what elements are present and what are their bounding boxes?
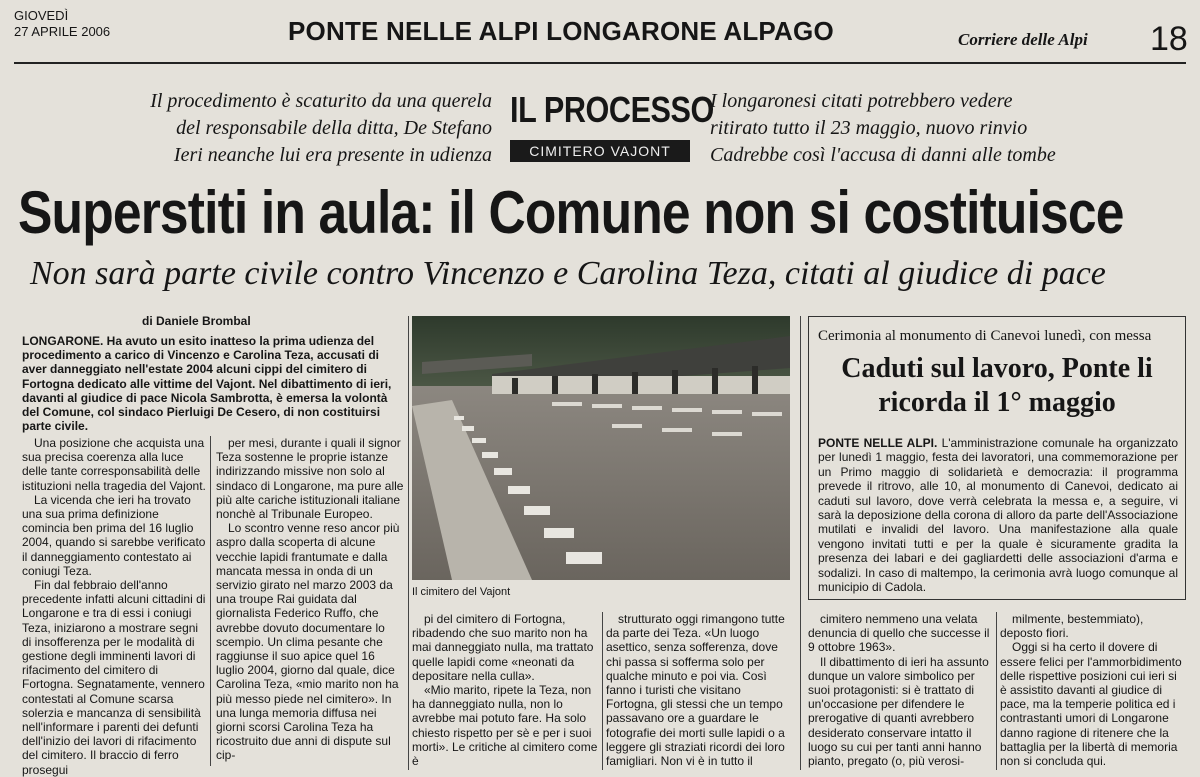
box-text: L'amministrazione comunale ha organizzato per lunedì 1 maggio, festa dei lavoratori, una commemorazione per un Primo maggio di solidarietà e democrazia: il programma prevede il ritrovo, alle 10, al monumento di Canevoi, dedicato ai caduti sul lavoro, dove verrà celebrata la messa e, a seguire, vi sarà la deposizione della corona di alloro da parte dell'Associazione mutilati e invalidi del lavoro. Una manifestazione alla quale vengono invitati tutti e per la quale è sicuramente gradita la presenza dei labari e dei gagliardetti delle associazioni d'arma e sodalizi. In caso di maltempo, la cerimonia avrà luogo comunque al municipio di Cadola.: [818, 436, 1178, 595]
cemetery-photo-illustration: [412, 316, 790, 580]
paragraph: Lo scontro venne reso ancor più aspro dalla scoperta di alcune vecchie lapidi frantumate e dalla mancata messa in onda di un servizio girato nel marzo 2003 da una troupe Rai guidata dal giornalista Federico Ruffo, che avrebbe dovuto documentare lo scempio. Un clima pesante che raggiunse il suo apice quel 16 luglio 2004, giorno dal quale, dice Carolina Teza, «mio marito non ha più messo piede nel cimitero». In una lunga memoria diffusa nei giorni scorsi Carolina Teza ha ricostruito due anni di dispute sul cip-: [216, 521, 400, 763]
page-number: 18: [1150, 20, 1188, 58]
kicker-line: Ieri neanche lui era presente in udienza: [173, 144, 492, 166]
kicker-line: I longaronesi citati potrebbero vedere: [710, 90, 1013, 112]
paragraph: milmente, bestemmiato), deposto fiori.: [1000, 612, 1144, 641]
column-divider: [408, 316, 409, 770]
paragraph: cimitero nemmeno una velata denuncia di quello che successe il 9 ottobre 1963».: [808, 612, 990, 655]
kicker-line: del responsabile della ditta, De Stefano: [176, 117, 492, 139]
box-dateline: PONTE NELLE ALPI.: [818, 436, 938, 450]
kicker-right: [710, 88, 1150, 169]
column-divider: [602, 612, 603, 770]
paragraph: per mesi, durante i quali il signor Teza sostenne le proprie istanze indirizzando missive non solo al sindaco di Longarone, ma pure alle più alte cariche istituzionali italiane nonchè al Tribunale Europeo.: [216, 436, 404, 522]
weekday: GIOVEDÌ: [14, 8, 69, 23]
paragraph: pi del cimitero di Fortogna, ribadendo che suo marito non ha mai danneggiato nulla, ma trattato quelle lapidi come «neonati da depositare nella culla».: [412, 612, 594, 683]
headline: Superstiti in aula: il Comune non si costituisce: [18, 179, 1124, 246]
article-column: [1000, 612, 1186, 770]
box-title: Caduti sul lavoro, Ponte li ricorda il 1° maggio: [841, 353, 1153, 418]
newspaper-name: Corriere delle Alpi: [958, 30, 1088, 49]
date: 27 APRILE 2006: [14, 24, 111, 39]
paragraph: La vicenda che ieri ha trovato una sua prima definizione comincia ben prima del 16 luglio 2004, quando si sarebbe verificato il danneggiamento contestato ai coniugi Teza.: [22, 492, 206, 578]
topic-sublabel: CIMITERO VAJONT: [510, 140, 690, 162]
column-divider: [996, 612, 997, 770]
kicker-line: Il procedimento è scaturito da una querela: [150, 90, 492, 112]
photo-caption: Il cimitero del Vajont: [412, 586, 511, 598]
column-divider: [800, 316, 801, 770]
subheadline: Non sarà parte civile contro Vincenzo e Carolina Teza, citati al giudice di pace: [30, 255, 1106, 292]
paragraph: Oggi si ha certo il dovere di essere felici per l'ammorbidimento delle rispettive posizioni cui ieri si è assistito davanti al giudice di pace, ma la temperie politica ed i contrastanti umori di Longarone danno ragione di ritenere che la battaglia per la libertà di memoria non si concluda qui.: [1000, 640, 1182, 769]
box-body: [818, 436, 1178, 594]
cemetery-photo: [412, 316, 790, 580]
lead-paragraph: LONGARONE. Ha avuto un esito inatteso la prima udienza del procedimento a carico di Vincenzo e Carolina Teza, accusati di aver danneggiato nell'estate 2004 alcuni cippi del cimitero di Fortogna dedicato alle vittime del Vajont. Nel dibattimento di ieri, davanti al giudice di pace Nicola Sambrotta, è emersa la volontà del Comune, col sindaco Pierluigi De Cesero, di non costituirsi parte civile.: [22, 334, 392, 434]
column-divider: [210, 436, 211, 766]
issue-date: [14, 8, 110, 40]
paragraph: Fin dal febbraio dell'anno precedente infatti alcuni cittadini di Longarone e tra di essi i coniugi Teza, iniziarono a mostrare segni di insofferenza per le modalità di gestione degli imminenti lavori di rifacimento del cimitero di Fortogna. Segnatamente, vennero contestati al Comune scarsa solerzia e mancanza di sensibilità nell'informare i parenti dei defunti dell'inizio dei lavori di rifacimento del cimitero. Il braccio di ferro prosegui: [22, 578, 206, 777]
byline: di Daniele Brombal: [142, 314, 251, 328]
kicker-left: [60, 88, 492, 169]
kicker-line: ritirato tutto il 23 maggio, nuovo rinvio: [710, 117, 1028, 139]
article-column: [216, 436, 406, 766]
article-column: [808, 612, 992, 770]
paragraph: strutturato oggi rimangono tutte da parte dei Teza. «Un luogo asettico, senza sofferenza, dove chi passa si sofferma solo per qualche minuto e poi via. Così fanno i turisti che visitano Fortogna, gli stessi che un tempo passavano ore a guardare le fotografie dei morti sulle lapidi o a leggere gli straziati ricordi dei loro famigliari. Non vi è in tutto il: [606, 612, 785, 769]
kicker-line: Cadrebbe così l'accusa di danni alle tombe: [710, 144, 1056, 166]
paragraph: Il dibattimento di ieri ha assunto dunque un valore simbolico per suoi protagonisti: si è trattato di un'occasione per difendere le prerogative di quanti avrebbero desiderato conservare intatto il luogo su cui per tanti anni hanno pianto, pregato (o, più verosi-: [808, 654, 989, 769]
article-column: [22, 436, 208, 777]
article-column: [412, 612, 598, 770]
box-kicker: Cerimonia al monumento di Canevoi lunedì, con messa: [818, 328, 1152, 344]
paragraph: Una posizione che acquista una sua precisa coerenza alla luce delle tante corresponsabilità delle istituzioni nella tragedia del Vajont.: [22, 436, 206, 493]
section-title: PONTE NELLE ALPI LONGARONE ALPAGO: [288, 16, 834, 46]
masthead-rule: [14, 62, 1186, 64]
article-column: [606, 612, 792, 770]
topic-label: IL PROCESSO: [510, 89, 714, 130]
paragraph: «Mio marito, ripete la Teza, non ha danneggiato nulla, non lo avrebbe mai potuto fare. Ha solo chiesto rispetto per sè e per i suoi morti». Le critiche al cimitero come è: [412, 683, 598, 769]
